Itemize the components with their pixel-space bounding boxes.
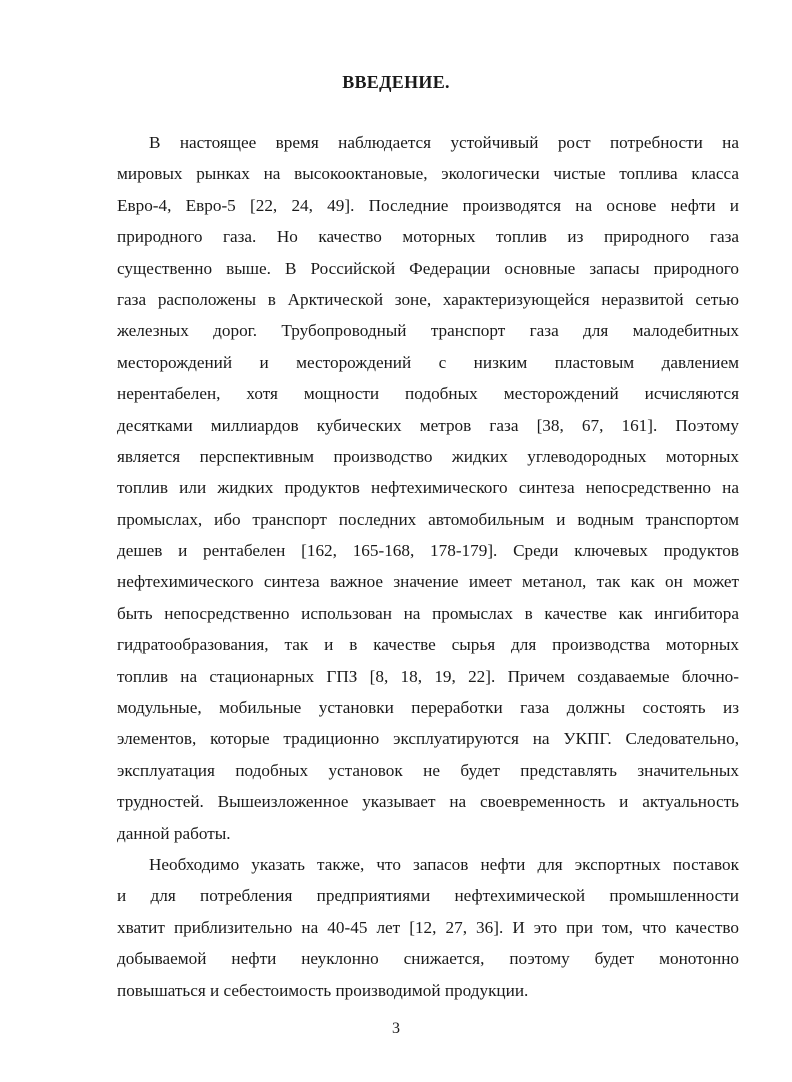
text-line: и для потребления предприятиями нефтехимической промышленности — [117, 886, 739, 906]
text-line: дешев и рентабелен [162, 165-168, 178-179]. Среди ключевых продуктов — [117, 541, 739, 561]
text-line: нерентабелен, хотя мощности подобных месторождений исчисляются — [117, 384, 739, 404]
text-line: мировых рынках на высокооктановые, экологически чистые топлива класса — [117, 164, 739, 184]
text-line: эксплуатация подобных установок не будет представлять значительных — [117, 760, 739, 780]
text-line: гидратообразования, так и в качестве сырья для производства моторных — [117, 635, 739, 655]
text-line: природного газа. Но качество моторных топлив из природного газа — [117, 227, 739, 247]
text-line: месторождений и месторождений с низким пластовым давлением — [117, 352, 739, 372]
text-line: нефтехимического синтеза важное значение имеет метанол, так как он может — [117, 572, 739, 592]
text-line: десятками миллиардов кубических метров газа [38, 67, 161]. Поэтому — [117, 415, 739, 435]
text-line: газа расположены в Арктической зоне, характеризующейся неразвитой сетью — [117, 289, 739, 309]
text-line: хватит приблизительно на 40-45 лет [12, 27, 36]. И это при том, что качество — [117, 917, 739, 937]
text-line: Евро-4, Евро-5 [22, 24, 49]. Последние производятся на основе нефти и — [117, 195, 739, 215]
text-line: топлив или жидких продуктов нефтехимического синтеза непосредственно на — [117, 478, 739, 498]
text-line: повышаться и себестоимость производимой продукции. — [117, 980, 529, 1000]
text-line: топлив на стационарных ГПЗ [8, 18, 19, 22]. Причем создаваемые блочно- — [117, 666, 739, 686]
text-line: существенно выше. В Российской Федерации основные запасы природного — [117, 258, 739, 278]
text-line: элементов, которые традиционно эксплуатируются на УКПГ. Следовательно, — [117, 729, 739, 749]
text-line: является перспективным производство жидких углеводородных моторных — [117, 446, 739, 466]
text-line: трудностей. Вышеизложенное указывает на своевременность и актуальность — [117, 792, 739, 812]
text-line: данной работы. — [117, 823, 231, 843]
text-line: промыслах, ибо транспорт последних автомобильным и водным транспортом — [117, 509, 739, 529]
text-line: В настоящее время наблюдается устойчивый рост потребности на — [149, 133, 739, 152]
page-number: 3 — [392, 1020, 400, 1037]
text-line: модульные, мобильные установки переработки газа должны состоять из — [117, 698, 739, 718]
text-line: железных дорог. Трубопроводный транспорт газа для малодебитных — [117, 321, 739, 341]
body-text — [117, 127, 739, 1006]
section-heading: ВВЕДЕНИЕ. — [342, 72, 450, 92]
text-line: Необходимо указать также, что запасов нефти для экспортных поставок — [149, 854, 739, 874]
text-line: добываемой нефти неуклонно снижается, поэтому будет монотонно — [117, 949, 739, 969]
text-line: быть непосредственно использован на промыслах в качестве как ингибитора — [117, 603, 739, 623]
